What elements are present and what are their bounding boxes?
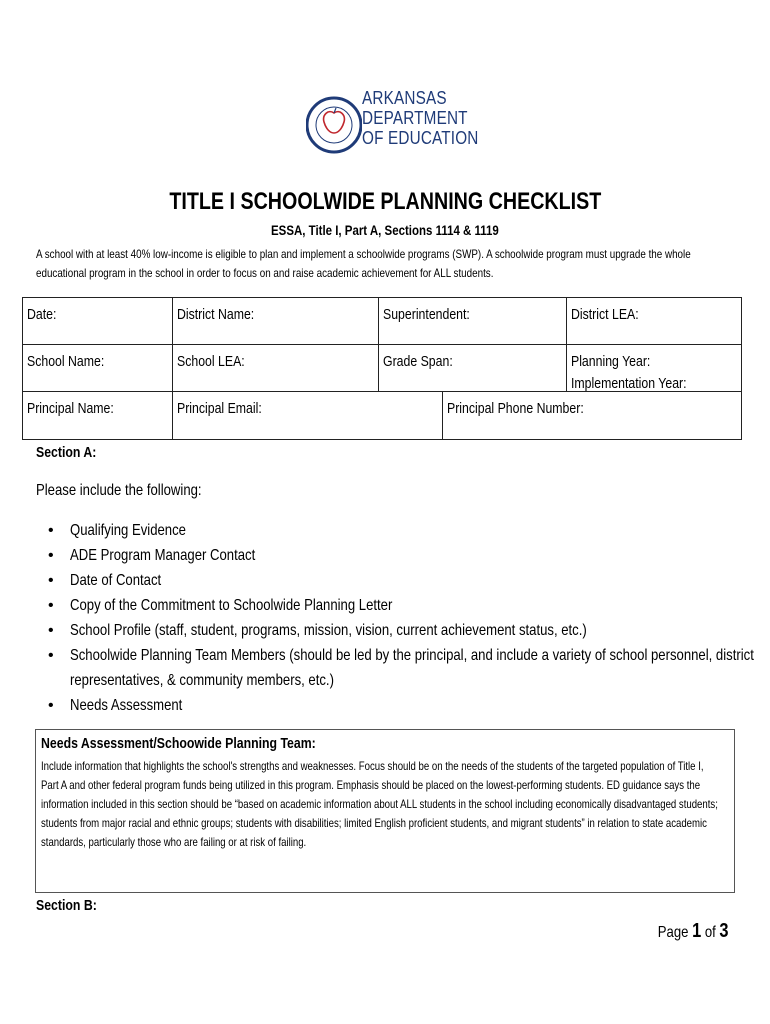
bullet-icon: • [48, 647, 54, 664]
needs-assessment-box[interactable] [35, 729, 735, 893]
list-item-continuation: representatives, & community members, etc.) [70, 672, 334, 689]
list-item: • School Profile (staff, student, programs, mission, vision, current achievement status, etc.) [48, 618, 748, 643]
logo-line-2: DEPARTMENT [362, 108, 468, 128]
needs-assessment-title: Needs Assessment/Schoowide Planning Team: [41, 735, 316, 752]
superintendent-field[interactable]: Superintendent: [378, 298, 566, 344]
date-field[interactable]: Date: [27, 306, 57, 323]
page-current: 1 [691, 920, 701, 942]
school-info-table [22, 297, 742, 440]
bullet-icon: • [48, 547, 54, 564]
instruction-line: Part A and other federal program funds being utilized in this program. Emphasis should be placed on the lowest-performing students. ED guidance says the [41, 778, 701, 792]
list-item: • Qualifying Evidence [48, 518, 748, 543]
logo-line-1: ARKANSAS [362, 88, 447, 108]
section-a-prompt: Please include the following: [36, 482, 202, 499]
page-total: 3 [719, 920, 729, 942]
page-of: of [704, 924, 716, 941]
bullet-icon: • [48, 522, 54, 539]
principal-phone-field[interactable]: Principal Phone Number: [442, 392, 741, 439]
needs-assessment-instructions [41, 757, 770, 852]
planning-year-label: Planning Year: [571, 353, 651, 370]
district-name-field[interactable]: District Name: [172, 298, 378, 344]
principal-name-field[interactable]: Principal Name: [27, 400, 114, 417]
intro-line: educational program in the school in order to focus on and raise academic achievement for ALL students. [36, 266, 494, 280]
intro-paragraph [36, 245, 770, 283]
ade-logo [306, 80, 479, 170]
info-row-2 [23, 345, 741, 392]
logo-line-3: OF EDUCATION [362, 128, 479, 148]
bullet-icon: • [48, 622, 54, 639]
bullet-icon: • [48, 572, 54, 589]
page-number [650, 920, 736, 943]
section-b-heading: Section B: [36, 897, 97, 914]
instruction-line: standards, particularly those who are failing or at risk of failing. [41, 835, 307, 849]
section-a-checklist [48, 518, 754, 718]
implementation-year-label: Implementation Year: [571, 375, 687, 392]
school-lea-field[interactable]: School LEA: [172, 345, 378, 391]
school-name-field[interactable]: School Name: [27, 353, 105, 370]
bullet-icon: • [48, 697, 54, 714]
ade-wordmark [362, 88, 499, 148]
ade-seal-icon [306, 80, 362, 170]
page-subtitle: ESSA, Title I, Part A, Sections 1114 & 1119 [271, 222, 499, 238]
planning-year-field[interactable] [566, 345, 741, 391]
page-label: Page [657, 924, 689, 941]
section-a-heading: Section A: [36, 444, 97, 461]
principal-email-field[interactable]: Principal Email: [172, 392, 442, 439]
page-title: TITLE I SCHOOLWIDE PLANNING CHECKLIST [169, 188, 601, 215]
bullet-icon: • [48, 597, 54, 614]
grade-span-field[interactable]: Grade Span: [378, 345, 566, 391]
list-item: • ADE Program Manager Contact [48, 543, 748, 568]
list-item: • Needs Assessment [48, 693, 748, 718]
district-lea-field[interactable]: District LEA: [566, 298, 741, 344]
info-row-1 [23, 298, 741, 345]
info-row-3 [23, 392, 741, 439]
instruction-line: students from major racial and ethnic groups; students with disabilities; limited English proficient students, and migrant students” in relation to state academic [41, 816, 707, 830]
instruction-line: Include information that highlights the school's strengths and weaknesses. Focus should be on the needs of the students of the targeted population of Title I, [41, 759, 704, 773]
intro-line: A school with at least 40% low-income is eligible to plan and implement a schoolwide programs (SWP). A schoolwide program must upgrade the whole [36, 247, 691, 261]
instruction-line: information included in this section should be “based on academic information about ALL students in the school including economically disadvantaged students; [41, 797, 718, 811]
list-item: • Copy of the Commitment to Schoolwide Planning Letter [48, 593, 748, 618]
list-item: • Date of Contact [48, 568, 748, 593]
list-item: • Schoolwide Planning Team Members (should be led by the principal, and include a variety of school personnel, district [48, 643, 748, 668]
